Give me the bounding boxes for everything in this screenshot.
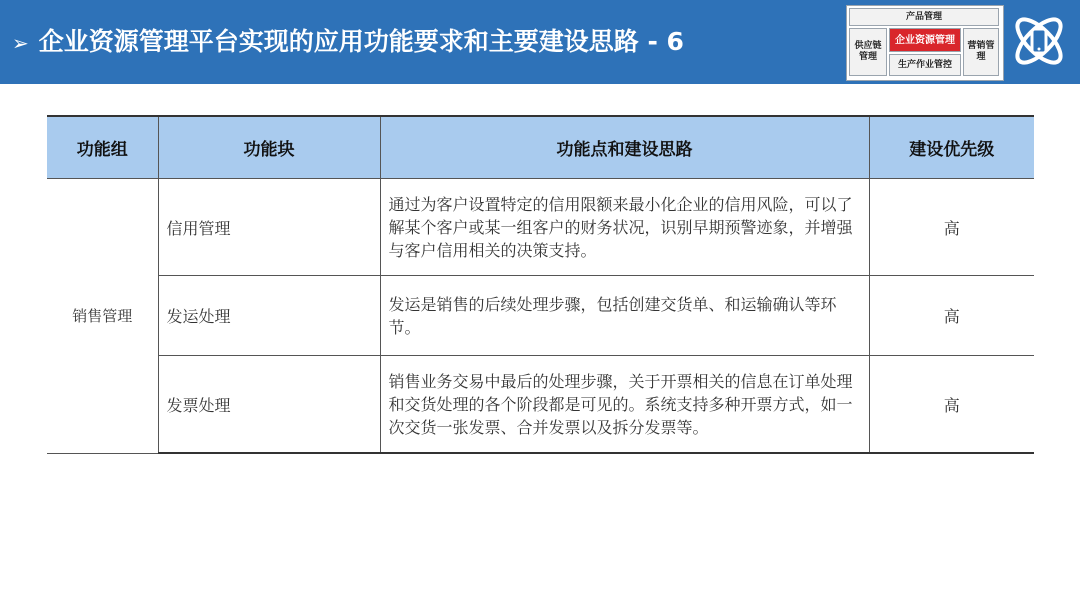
description-cell: 销售业务交易中最后的处理步骤，关于开票相关的信息在订单处理和交货处理的各个阶段都是可见的。系统支持多种开票方式，如一次交货一张发票、合并发票以及拆分发票等。 xyxy=(380,356,869,454)
requirements-table xyxy=(47,115,1034,454)
title-bar xyxy=(0,0,1080,84)
description-cell: 通过为客户设置特定的信用限额来最小化企业的信用风险，可以了解某个客户或某一组客户的财务状况，识别早期预警迹象，并增强与客户信用相关的决策支持。 xyxy=(380,179,869,276)
description-cell: 发运是销售的后续处理步骤，包括创建交货单、和运输确认等环节。 xyxy=(380,276,869,356)
table-row xyxy=(47,179,1034,276)
col-header-priority: 建设优先级 xyxy=(869,116,1034,179)
module-supply-chain: 供应链管理 xyxy=(849,28,887,76)
col-header-group: 功能组 xyxy=(47,116,158,179)
page-title-text: 企业资源管理平台实现的应用功能要求和主要建设思路 - 6 xyxy=(38,27,684,56)
col-header-description: 功能点和建设思路 xyxy=(380,116,869,179)
table-header-row xyxy=(47,116,1034,179)
priority-cell: 高 xyxy=(869,356,1034,454)
table-row xyxy=(47,276,1034,356)
block-cell: 发票处理 xyxy=(158,356,380,454)
module-map-diagram xyxy=(846,5,1004,81)
module-production: 生产作业管控 xyxy=(889,54,961,76)
block-cell: 发运处理 xyxy=(158,276,380,356)
module-marketing: 营销管理 xyxy=(963,28,999,76)
priority-cell: 高 xyxy=(869,179,1034,276)
arrow-bullet-icon: ➢ xyxy=(12,31,29,55)
table-row xyxy=(47,356,1034,454)
col-header-block: 功能块 xyxy=(158,116,380,179)
page-title xyxy=(12,22,684,62)
module-erp-highlight: 企业资源管理 xyxy=(889,28,961,52)
priority-cell: 高 xyxy=(869,276,1034,356)
atom-phone-logo-icon xyxy=(1008,10,1070,72)
group-cell: 销售管理 xyxy=(47,179,158,454)
module-product: 产品管理 xyxy=(849,8,999,26)
block-cell: 信用管理 xyxy=(158,179,380,276)
